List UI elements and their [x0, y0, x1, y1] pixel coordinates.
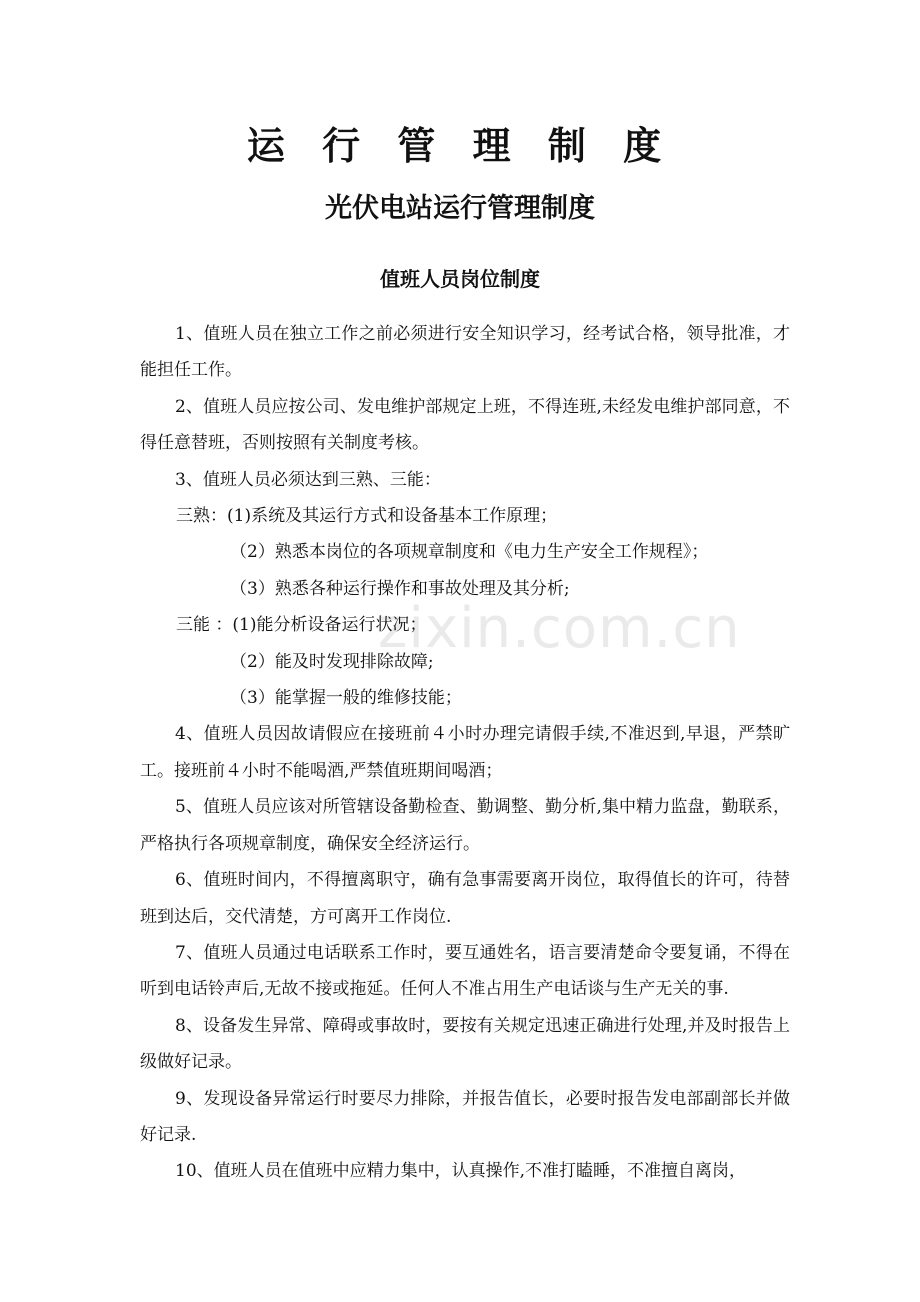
- section-title: 值班人员岗位制度: [380, 267, 540, 291]
- paragraph-4: 4、值班人员因故请假应在接班前４小时办理完请假手续,不准迟到,早退，严禁旷工。接班前４小时不能喝酒,严禁值班期间喝酒；: [140, 724, 790, 781]
- paragraph-2: 2、值班人员应按公司、发电维护部规定上班，不得连班,未经发电维护部同意，不得任意替班，否则按照有关制度考核。: [140, 396, 790, 454]
- san-neng-line-2: （2）能及时发现排除故障;: [230, 651, 434, 672]
- san-neng-line-1: 三能 ：(1)能分析设备运行状况；: [176, 615, 427, 636]
- paragraph-8: 8、设备发生异常、障碍或事故时，要按有关规定迅速正确进行处理,并及时报告上级做好记录。: [140, 1015, 790, 1073]
- paragraph-1: 1、值班人员在独立工作之前必须进行安全知识学习，经考试合格，领导批准，才能担任工作。: [140, 324, 790, 381]
- paragraph-10: 10、值班人员在值班中应精力集中，认真操作,不准打瞌睡，不准擅自离岗，: [175, 1161, 747, 1182]
- paragraph-7: 7、值班人员通过电话联系工作时，要互通姓名，语言要清楚命令要复诵，不得在听到电话铃声后,无故不接或拖延。任何人不准占用生产电话谈与生产无关的事.: [140, 942, 790, 1000]
- watermark: zixin.com.cn: [378, 596, 741, 661]
- paragraph-3: 3、值班人员必须达到三熟、三能：: [175, 469, 441, 490]
- paragraph-5: 5、值班人员应该对所管辖设备勤检查、勤调整、勤分析,集中精力监盘，勤联系，严格执行各项规章制度，确保安全经济运行。: [140, 797, 790, 854]
- san-shu-line-3: （3）熟悉各种运行操作和事故处理及其分析;: [230, 578, 570, 599]
- paragraph-9: 9、发现设备异常运行时要尽力排除，并报告值长，必要时报告发电部副部长并做好记录.: [140, 1088, 790, 1145]
- document-body: [140, 316, 790, 1190]
- document-title: 运 行 管 理 制 度: [246, 124, 674, 168]
- san-shu-line-1: 三熟：(1)系统及其运行方式和设备基本工作原理；: [176, 506, 558, 527]
- paragraph-6: 6、值班时间内，不得擅离职守，确有急事需要离开岗位，取得值长的许可，待替班到达后，交代清楚，方可离开工作岗位.: [140, 870, 790, 927]
- document-subtitle: 光伏电站运行管理制度: [325, 193, 595, 224]
- san-shu-line-2: （2）熟悉本岗位的各项规章制度和《电力生产安全工作规程》；: [230, 542, 709, 563]
- san-neng-line-3: （3）能掌握一般的维修技能；: [230, 688, 462, 709]
